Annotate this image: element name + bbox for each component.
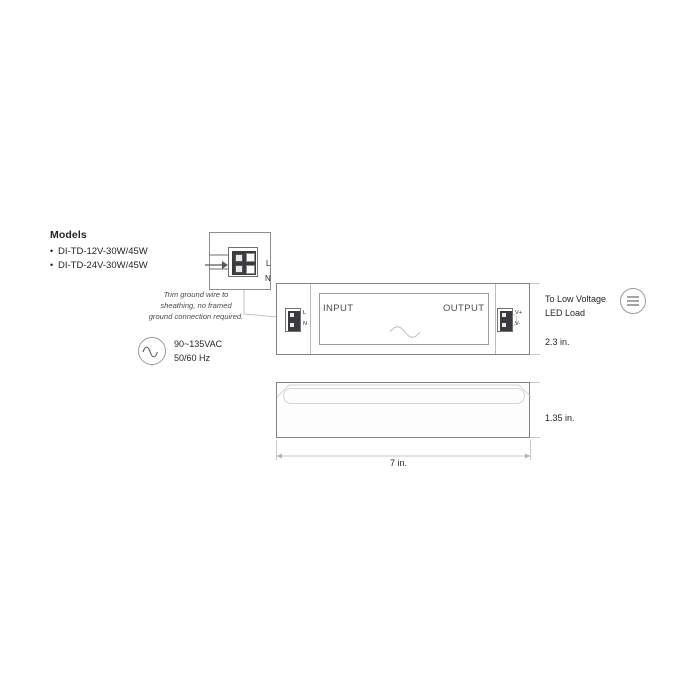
terminal-slot	[246, 265, 255, 274]
load-line-2: LED Load	[545, 307, 586, 318]
dimension-length: 7 in.	[390, 458, 408, 468]
input-power-spec	[174, 338, 222, 365]
panel-sine-icon	[388, 324, 424, 338]
output-positive-label: V+	[515, 310, 522, 316]
output-negative-label: V-	[515, 321, 521, 327]
input-live-label: L	[303, 310, 307, 316]
terminal-screw	[290, 313, 294, 317]
driver-body-side-view	[276, 382, 530, 438]
bullet-icon: •	[50, 260, 54, 270]
input-frequency: 50/60 Hz	[174, 352, 211, 363]
input-terminal-block	[285, 308, 301, 332]
list-item	[50, 246, 148, 257]
list-item	[50, 260, 148, 271]
load-line-1: To Low Voltage	[545, 294, 607, 304]
ac-sine-icon	[138, 337, 166, 365]
model-label: DI-TD-12V-30W/45W	[58, 246, 148, 257]
dimension-height-top: 2.3 in.	[545, 337, 570, 347]
label-panel	[319, 293, 489, 345]
ground-note-line: Trim ground wire to	[163, 290, 229, 299]
output-port-label: OUTPUT	[443, 303, 485, 314]
dimension-height-side: 1.35 in.	[545, 413, 575, 423]
terminal-screw	[502, 323, 506, 327]
models-heading: Models	[50, 229, 87, 241]
arrow-icon	[205, 258, 231, 272]
detail-terminal-block	[228, 247, 258, 277]
side-chamfer-lines	[277, 383, 531, 439]
input-port-label: INPUT	[323, 303, 354, 314]
ground-note-line: sheathing, no framed	[160, 301, 232, 310]
terminal-screw	[235, 265, 243, 273]
terminal-screw	[502, 313, 506, 317]
model-label: DI-TD-24V-30W/45W	[58, 260, 148, 271]
input-neutral-label: N	[303, 321, 308, 327]
output-load-text	[545, 293, 606, 320]
dc-current-icon	[620, 288, 646, 314]
terminal-slot	[246, 253, 255, 262]
terminal-screw	[235, 254, 243, 262]
dimension-extension-side	[528, 382, 542, 440]
output-terminal-block	[497, 308, 513, 332]
dimension-extension-top	[528, 283, 542, 357]
detail-live-label: L	[266, 259, 271, 268]
input-voltage: 90~135VAC	[174, 339, 223, 349]
terminal-screw	[290, 323, 294, 327]
ground-note-line: ground connection required.	[148, 312, 244, 321]
detail-neutral-label: N	[265, 274, 271, 283]
bullet-icon: •	[50, 246, 54, 256]
driver-body-top-view	[276, 283, 530, 355]
